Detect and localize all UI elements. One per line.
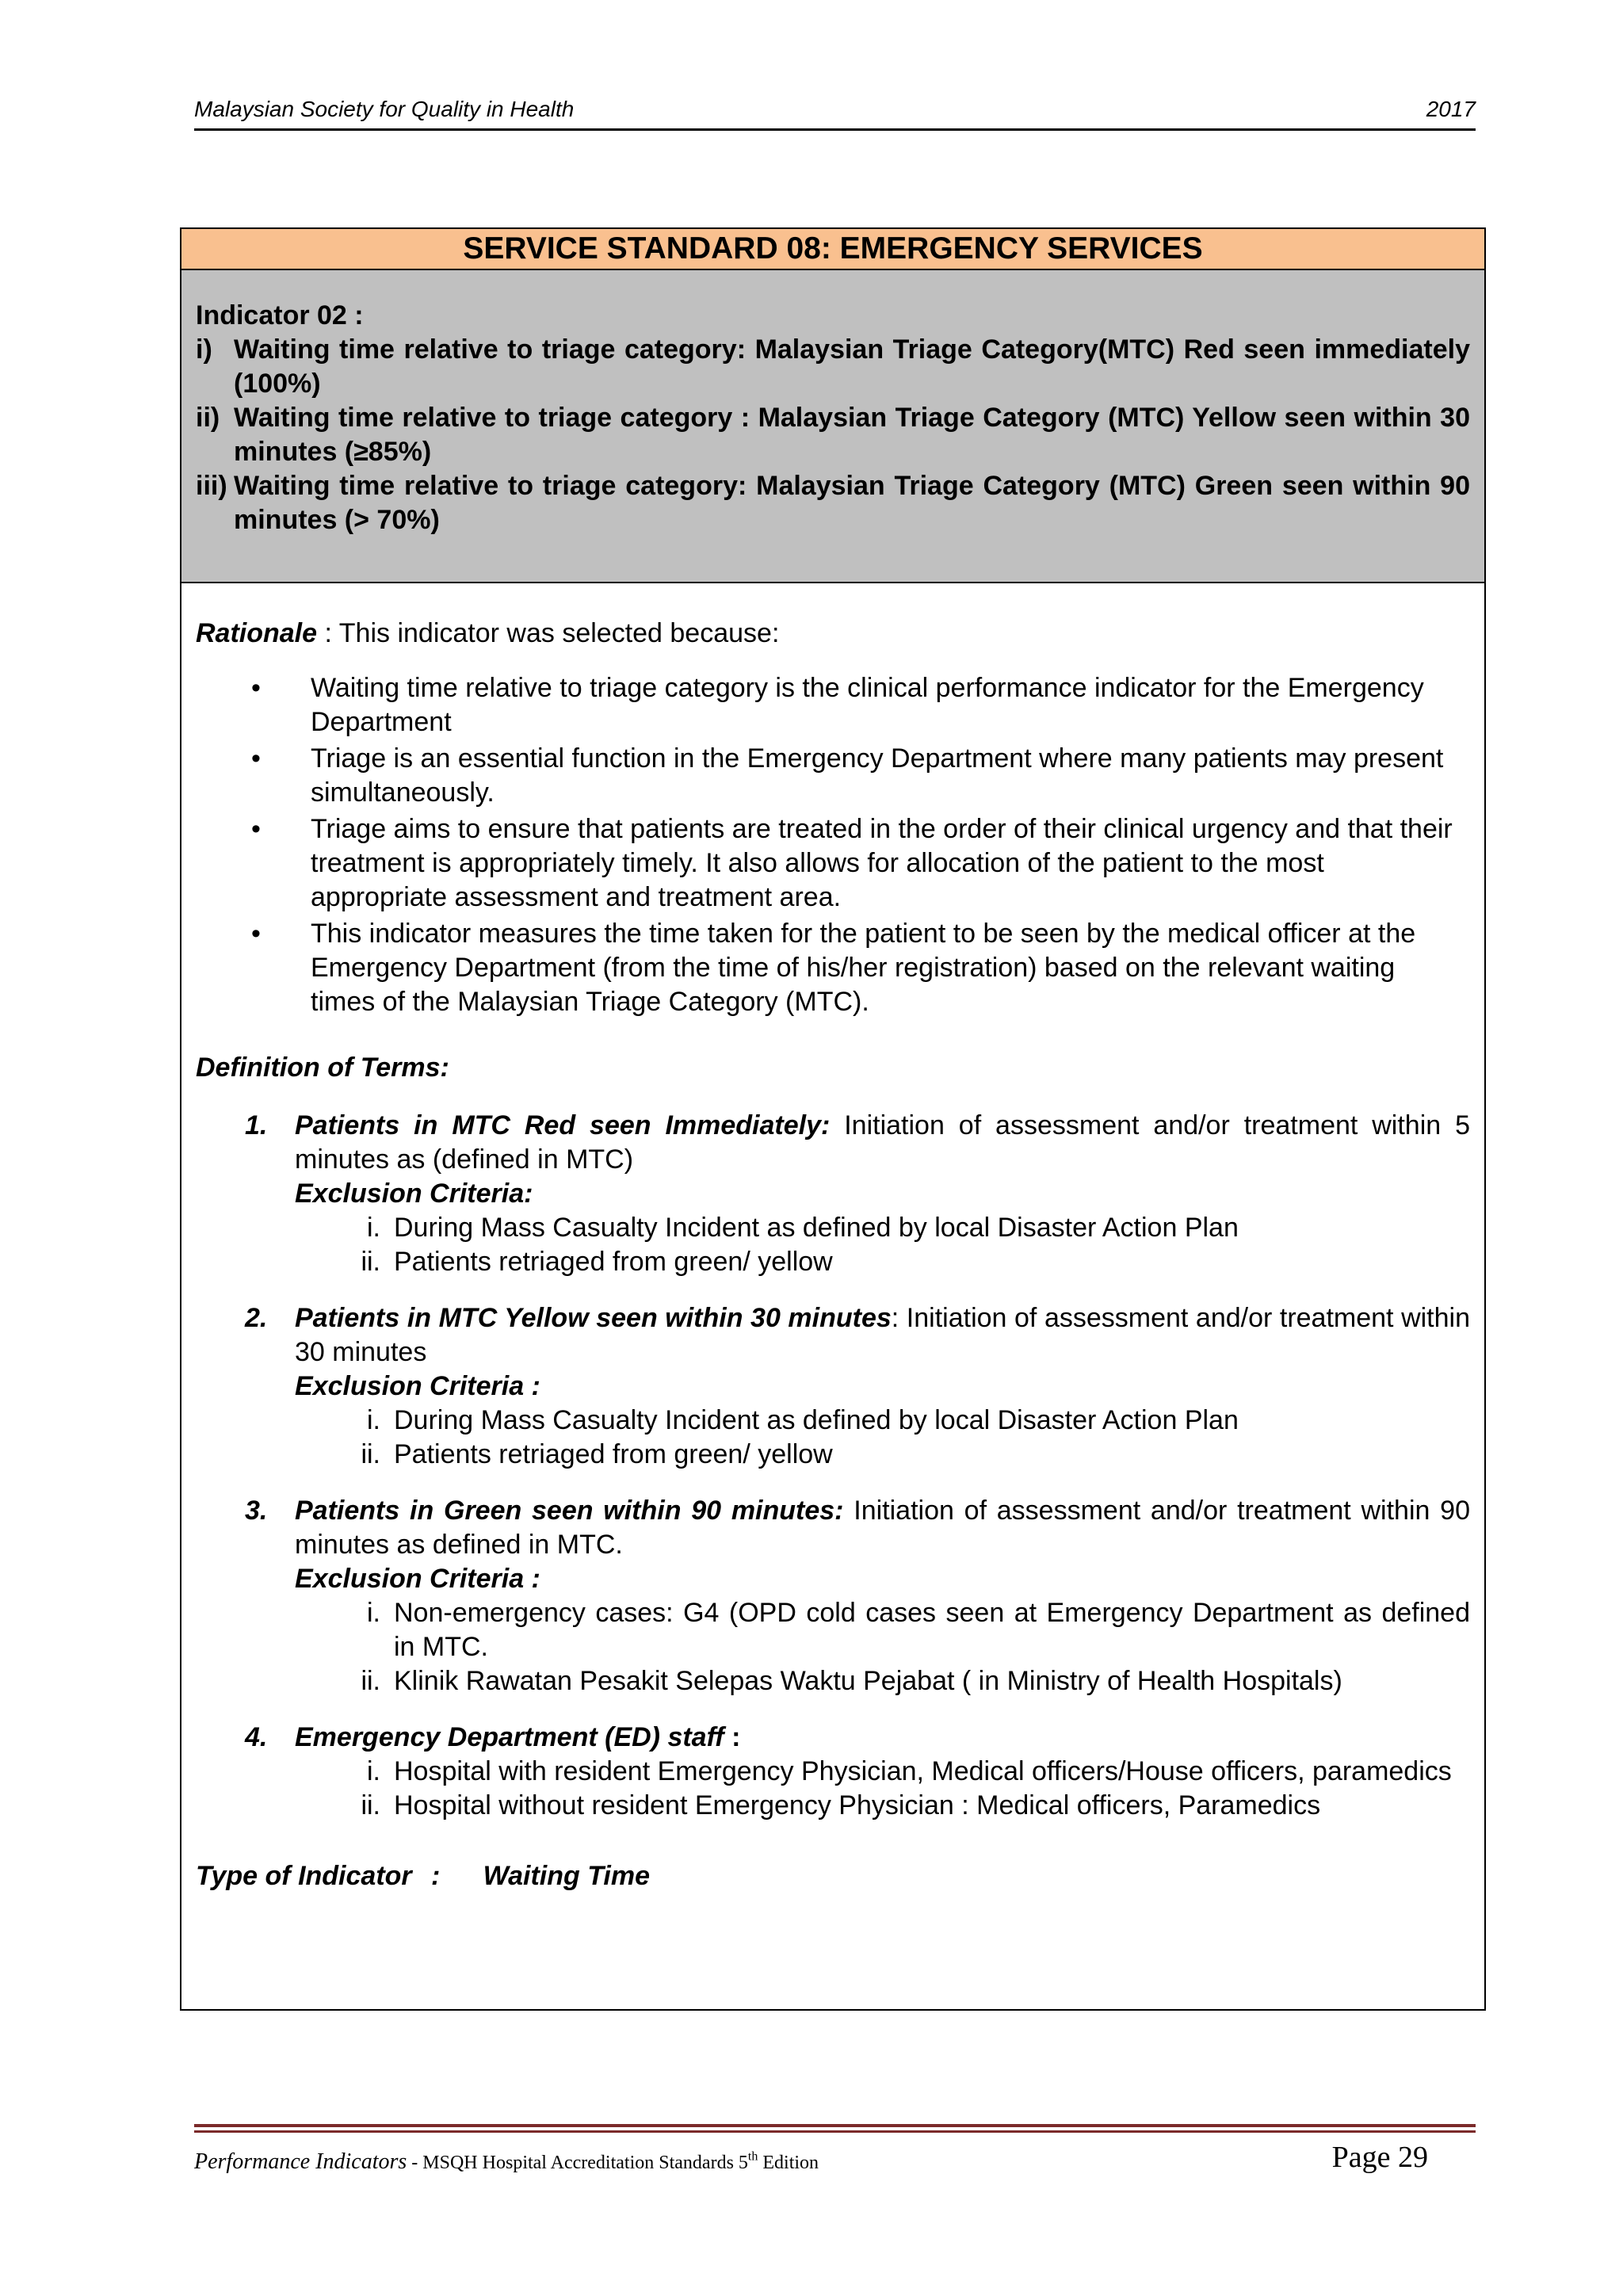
indicator-number: ii) [196, 403, 220, 433]
sub-item [295, 1438, 1470, 1472]
term-number: 2. [245, 1303, 268, 1333]
term-item [196, 1301, 1470, 1472]
footer-divider [194, 2124, 1476, 2133]
header-year: 2017 [1426, 97, 1476, 121]
sub-item-number: i. [367, 1756, 380, 1786]
exclusion-label: Exclusion Criteria: [295, 1179, 533, 1209]
sub-item-text: Non-emergency cases: G4 (OPD cold cases seen at Emergency Department as defined in MTC. [394, 1598, 1470, 1662]
footer-title-rest: - MSQH Hospital Accreditation Standards 5 [407, 2153, 748, 2173]
indicator-item [196, 401, 1470, 469]
sub-item-number: ii. [361, 1247, 380, 1277]
rationale-list [196, 671, 1470, 1019]
bullet-text: Waiting time relative to triage category is the clinical performance indicator for the Emergency Department [311, 673, 1424, 737]
header-organization: Malaysian Society for Quality in Health [194, 97, 575, 121]
sub-item-text: Patients retriaged from green/ yellow [394, 1439, 833, 1469]
term-description: : [724, 1722, 741, 1752]
indicator-label: Indicator 02 : [196, 300, 364, 330]
term-item [196, 1721, 1470, 1823]
bullet-icon: • [251, 814, 261, 844]
term-description: Initiation of assessment and/or treatment within 5 minutes as (defined in MTC) [295, 1110, 1471, 1175]
list-item [196, 917, 1470, 1019]
page-number: Page 29 [1331, 2141, 1428, 2174]
term-number: 1. [245, 1110, 268, 1140]
term-item [196, 1109, 1470, 1279]
term-name: Patients in MTC Yellow seen within 30 minutes [295, 1303, 892, 1333]
indicator-item [196, 333, 1470, 401]
sub-item-text: During Mass Casualty Incident as defined by local Disaster Action Plan [394, 1405, 1239, 1435]
term-item [196, 1494, 1470, 1698]
footer-title [194, 2149, 819, 2175]
term-name: Emergency Department (ED) staff [295, 1722, 724, 1752]
sub-item-text: During Mass Casualty Incident as defined by local Disaster Action Plan [394, 1213, 1239, 1243]
list-item [196, 812, 1470, 915]
indicator-number: i) [196, 334, 212, 365]
sub-item [295, 1211, 1470, 1245]
indicator-card [180, 227, 1486, 2011]
bullet-icon: • [251, 919, 261, 949]
sub-item [295, 1789, 1470, 1823]
term-description: Initiation of assessment and/or treatment within 90 minutes as defined in MTC. [295, 1496, 1470, 1560]
footer-title-italic: Performance Indicators [194, 2149, 407, 2174]
sub-item-number: i. [367, 1405, 380, 1435]
term-name: Patients in Green seen within 90 minutes: [295, 1496, 844, 1526]
term-description: : Initiation of assessment and/or treatment within 30 minutes [295, 1303, 1470, 1367]
indicator-type-value: Waiting Time [483, 1861, 650, 1891]
bullet-icon: • [251, 673, 261, 703]
rationale [196, 617, 1470, 651]
indicator-text: Waiting time relative to triage category: Malaysian Triage Category (MTC) Green seen within 90 minutes (> 70%) [234, 471, 1470, 535]
indicator-type-separator: : [430, 1861, 441, 1891]
rationale-label: Rationale [196, 618, 318, 648]
footer-superscript: th [747, 2149, 758, 2164]
indicator-text: Waiting time relative to triage category: Malaysian Triage Category(MTC) Red seen immediately (100%) [234, 334, 1470, 399]
list-item [196, 671, 1470, 739]
footer-edition: Edition [758, 2153, 819, 2173]
bullet-text: Triage is an essential function in the Emergency Department where many patients may present simultaneously. [311, 743, 1444, 808]
sub-item-text: Patients retriaged from green/ yellow [394, 1247, 833, 1277]
exclusion-label: Exclusion Criteria : [295, 1371, 540, 1401]
sub-item-number: ii. [361, 1666, 380, 1696]
exclusion-label: Exclusion Criteria : [295, 1564, 540, 1594]
bullet-text: Triage aims to ensure that patients are treated in the order of their clinical urgency and that their treatment is appropriately timely. It also allows for allocation of the patient to the most appropriate assessment and treatment area. [311, 814, 1453, 912]
indicator-box [181, 270, 1484, 583]
term-number: 4. [245, 1722, 268, 1752]
card-title: SERVICE STANDARD 08: EMERGENCY SERVICES [181, 229, 1484, 270]
sub-item [295, 1404, 1470, 1438]
sub-item [295, 1664, 1470, 1698]
sub-item-number: i. [367, 1598, 380, 1628]
sub-item-text: Klinik Rawatan Pesakit Selepas Waktu Pejabat ( in Ministry of Health Hospitals) [394, 1666, 1342, 1696]
bullet-text: This indicator measures the time taken for the patient to be seen by the medical officer at the Emergency Department (from the time of his/her registration) based on the relevant waiting times of the Malaysian Triage Category (MTC). [311, 919, 1416, 1017]
sub-item [295, 1755, 1470, 1789]
sub-item-text: Hospital without resident Emergency Physician : Medical officers, Paramedics [394, 1790, 1321, 1820]
indicator-text: Waiting time relative to triage category : Malaysian Triage Category (MTC) Yellow seen within 30 minutes (≥85%) [234, 403, 1470, 467]
sub-item-number: i. [367, 1213, 380, 1243]
indicator-type [196, 1859, 1470, 1893]
rationale-intro: : This indicator was selected because: [317, 618, 780, 648]
sub-item-text: Hospital with resident Emergency Physician, Medical officers/House officers, paramedics [394, 1756, 1452, 1786]
sub-item [295, 1596, 1470, 1664]
sub-item-number: ii. [361, 1790, 380, 1820]
term-name: Patients in MTC Red seen Immediately: [295, 1110, 831, 1140]
bullet-icon: • [251, 743, 261, 774]
card-body [181, 583, 1484, 1893]
list-item [196, 742, 1470, 810]
indicator-item [196, 469, 1470, 537]
indicator-type-label: Type of Indicator [196, 1861, 412, 1891]
definitions-title: Definition of Terms: [196, 1052, 449, 1083]
page-header [194, 94, 1476, 131]
indicator-number: iii) [196, 471, 227, 501]
term-number: 3. [245, 1496, 268, 1526]
sub-item [295, 1245, 1470, 1279]
sub-item-number: ii. [361, 1439, 380, 1469]
